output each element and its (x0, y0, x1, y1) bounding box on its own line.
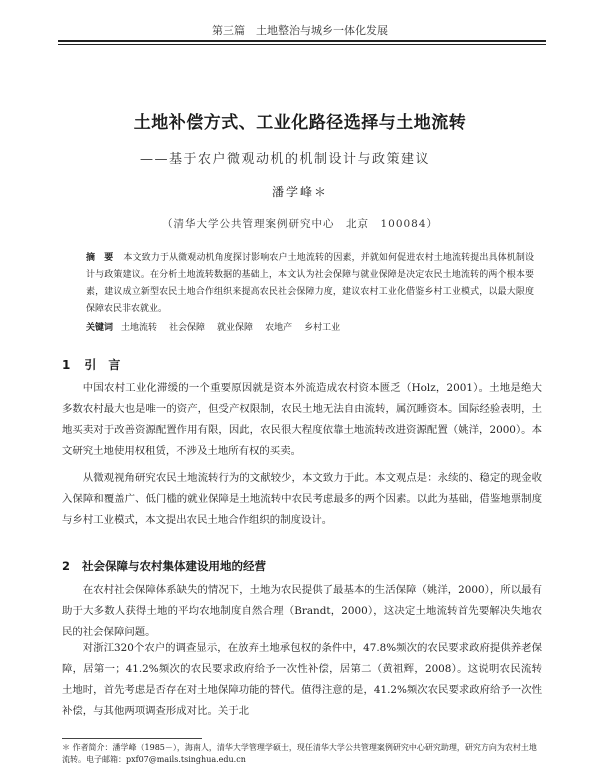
header-rule (58, 40, 546, 42)
section-heading-social-security (62, 558, 266, 574)
paragraph-text: 在农村社会保障体系缺失的情况下，土地为农民提供了最基本的生活保障（姚洋，2000），所以最有助于大多数人获得土地的平均农地制度自然合理（Brandt，2000），这决定土地流转首先要解决失地农民的社会保障问题。 (62, 584, 542, 638)
author-affiliation: （清华大学公共管理案例研究中心 北京 100084） (161, 218, 439, 230)
keyword: 农地产 (265, 323, 293, 333)
header-rule-thin (58, 44, 546, 45)
body-paragraph (62, 638, 542, 722)
keyword: 土地流转 (121, 323, 158, 333)
keyword: 乡村工业 (304, 323, 341, 333)
paper-subtitle: ——基于农户微观动机的机制设计与政策建议 (140, 152, 431, 167)
keywords (86, 320, 534, 337)
section-title: 引 言 (84, 358, 121, 372)
running-header: 第三篇 土地整治与城乡一体化发展 (212, 24, 388, 37)
keyword: 社会保障 (169, 323, 206, 333)
author-name: 潘学峰＊ (271, 185, 328, 199)
section-number: 2 (62, 559, 71, 573)
section-heading-introduction (62, 356, 120, 373)
abstract-label: 摘 要 (86, 253, 114, 263)
footnote-rule (62, 738, 202, 739)
body-paragraph (62, 580, 542, 643)
paragraph-text: 对浙江320个农户的调查显示，在放弃土地承包权的条件中，47.8%频次的农民要求政府提供养老保障，居第一；41.2%频次的农民要求政府给予一次性补偿，居第二（黄祖辉，2008）。这说明农民流转土地时，首先考虑是否存在对土地保障功能的替代。值得注意的是，41.2%频次农民要求政府给予一次性补偿，与其他两项调查形成对比。关于北 (62, 642, 542, 717)
section-title: 社会保障与农村集体建设用地的经营 (82, 559, 267, 573)
author-footnote: ＊ 作者简介：潘学峰（1985－），海南人，清华大学管理学硕士，现任清华大学公共管理案例研究中心研究助理，研究方向为农村土地流转。电子邮箱：pxf07@mails.tsinghua.edu.cn (62, 743, 537, 764)
body-paragraph (62, 468, 542, 531)
paragraph-text: 中国农村工业化滞缓的一个重要原因就是资本外流造成农村资本匮乏（Holz，2001）。土地是绝大多数农村最大也是唯一的资产，但受产权限制，农民土地无法自由流转，属沉睡资本。国际经验表明，土地买卖对于改善资源配置作用有限，因此，农民很大程度依靠土地流转改进资源配置（姚洋，2000）。本文研究土地使用权租赁，不涉及土地所有权的买卖。 (62, 382, 542, 457)
body-paragraph (62, 378, 542, 462)
paper-title: 土地补偿方式、工业化路径选择与土地流转 (133, 113, 467, 133)
keyword: 就业保障 (217, 323, 254, 333)
paragraph-text: 从微观视角研究农民土地流转行为的文献较少，本文致力于此。本文观点是：永续的、稳定的现金收入保障和覆盖广、低门槛的就业保障是土地流转中农民考虑最多的两个因素。以此为基础，借鉴地票制度与乡村工业模式，本文提出农民土地合作组织的制度设计。 (62, 472, 542, 526)
section-number: 1 (62, 358, 71, 372)
keywords-label: 关键词 (86, 323, 114, 333)
abstract-text: 本文致力于从微观动机角度探讨影响农户土地流转的因素，并就如何促进农村土地流转提出具体机制设计与政策建议。在分析土地流转数据的基础上，本文认为社会保障与就业保障是决定农民土地流转的两个根本要素，建议成立新型农民土地合作组织来提高农民社会保障力度，建议农村工业化借鉴乡村工业模式，以最大限度保障农民非农就业。 (86, 253, 534, 314)
abstract (86, 250, 534, 318)
